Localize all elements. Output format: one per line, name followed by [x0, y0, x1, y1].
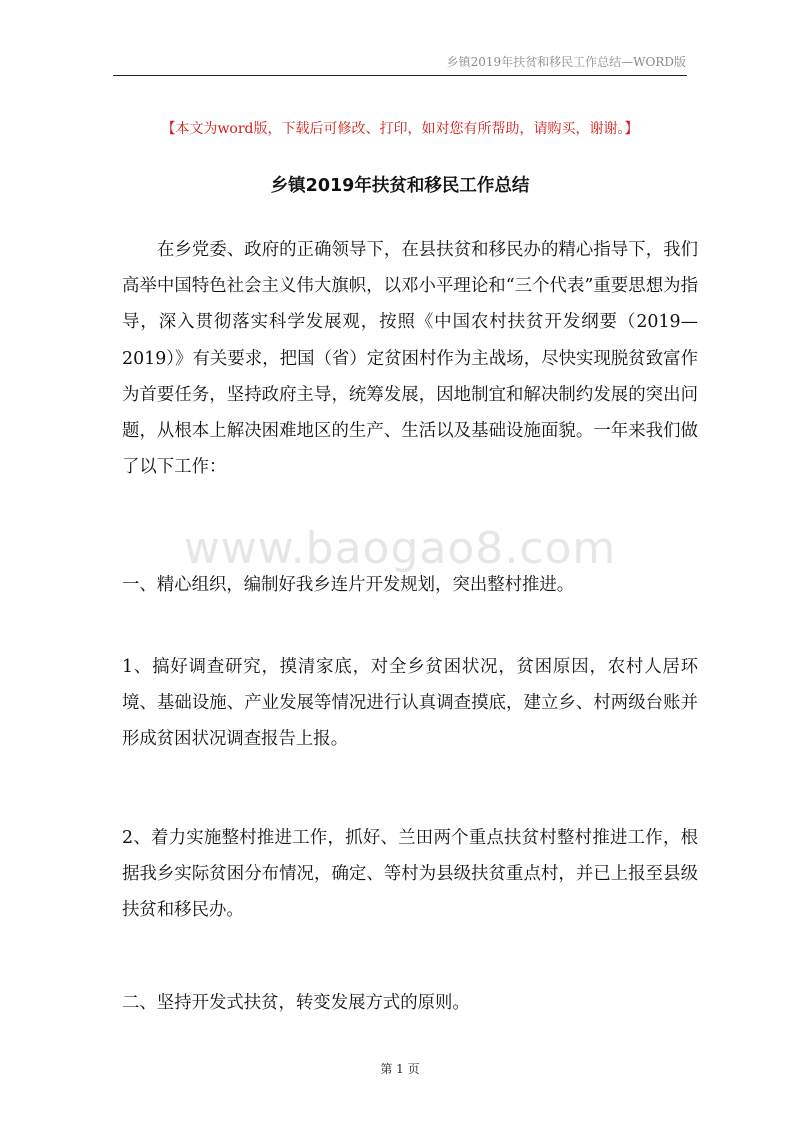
purchase-notice: 【本文为word版，下载后可修改、打印，如对您有所帮助，请购买，谢谢。】	[161, 121, 639, 137]
section-1-heading: 一、精心组织，编制好我乡连片开发规划，突出整村推进。	[122, 575, 575, 595]
intro-paragraph: 在乡党委、政府的正确领导下，在县扶贫和移民办的精心指导下，我们高举中国特色社会主义伟大旗帜，以邓小平理论和“三个代表”重要思想为指导，深入贯彻落实科学发展观，按照《中国农村扶贫开发纲要（2019—2019）》有关要求，把国（省）定贫困村作为主战场，尽快实现脱贫致富作为首要任务，坚持政府主导，统筹发展，因地制宜和解决制约发展的突出问题，从根本上解决困难地区的生产、生活以及基础设施面貌。一年来我们做了以下工作：	[122, 240, 698, 478]
watermark: www.baogao8.com	[183, 523, 617, 574]
page-number: 第 1 页	[380, 1062, 420, 1076]
section-1-item-2: 2、着力实施整村推进工作，抓好、兰田两个重点扶贫村整村推进工作，根据我乡实际贫困分布情况，确定、等村为县级扶贫重点村，并已上报至县级扶贫和移民办。	[122, 828, 698, 921]
section-1-item-1: 1、搞好调查研究，摸清家底，对全乡贫困状况，贫困原因，农村人居环境、基础设施、产业发展等情况进行认真调查摸底，建立乡、村两级台账并形成贫困状况调查报告上报。	[122, 657, 698, 750]
header-divider	[113, 75, 687, 76]
document-title: 乡镇2019年扶贫和移民工作总结	[270, 176, 530, 196]
section-2-heading: 二、坚持开发式扶贫，转变发展方式的原则。	[122, 993, 470, 1013]
running-header: 乡镇2019年扶贫和移民工作总结—WORD版	[446, 55, 686, 69]
